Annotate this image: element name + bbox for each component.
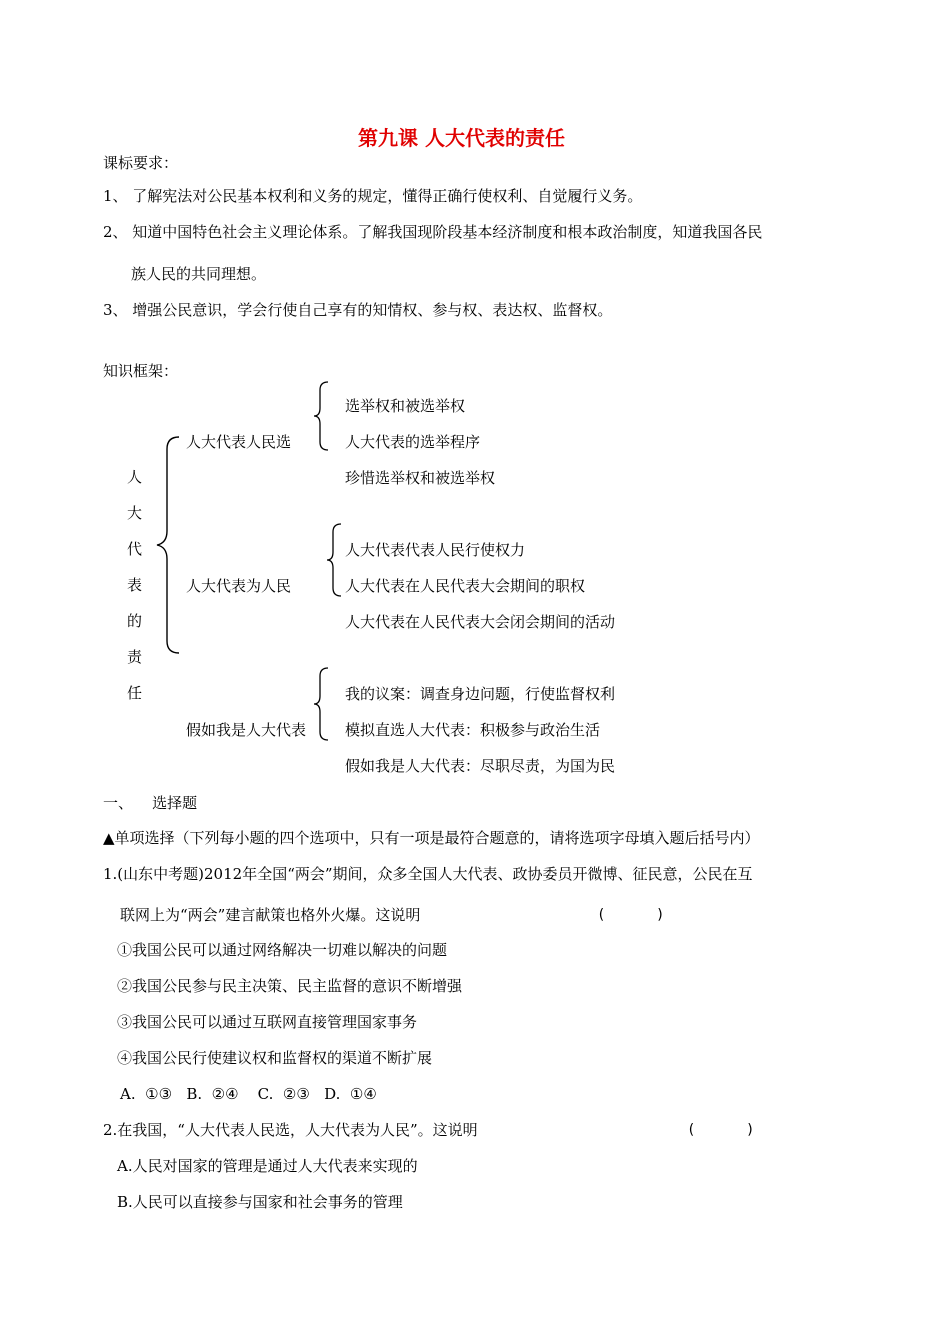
- leaf-item: 人大代表在人民代表大会期间的职权: [345, 577, 586, 595]
- leaf-item: 人大代表在人民代表大会闭会期间的活动: [345, 613, 616, 631]
- statement-item: ④我国公民行使建议权和监督权的渠道不断扩展: [117, 1049, 433, 1067]
- standard-item-3: 3、 增强公民意识，学会行使自己享有的知情权、参与权、表达权、监督权。: [103, 301, 613, 319]
- page-title: 第九课 人大代表的责任: [358, 126, 565, 150]
- leaf-item: 我的议案：调查身边问题，行使监督权利: [345, 685, 616, 703]
- leaf-item: 珍惜选举权和被选举权: [345, 469, 496, 487]
- branch-label: 人大代表人民选: [186, 433, 292, 451]
- root-char: 任: [127, 684, 143, 702]
- section-instruction: ▲单项选择（下列每小题的四个选项中，只有一项是最符合题意的，请将选项字母填入题后括号内）: [103, 829, 760, 847]
- branch-brace: [325, 522, 345, 598]
- branch-label: 人大代表为人民: [186, 577, 292, 595]
- leaf-item: 选举权和被选举权: [345, 397, 466, 415]
- standard-item-2: 2、 知道中国特色社会主义理论体系。了解我国现阶段基本经济制度和根本政治制度，知道我国各民: [103, 223, 763, 241]
- answer-bracket: ( ): [597, 907, 665, 923]
- main-brace: [155, 435, 185, 655]
- statement-item: ②我国公民参与民主决策、民主监督的意识不断增强: [117, 977, 463, 995]
- branch-label: 假如我是人大代表: [186, 721, 307, 739]
- branch-brace: [312, 380, 332, 452]
- answer-bracket: ( ): [687, 1122, 755, 1138]
- option-item: B.人民可以直接参与国家和社会事务的管理: [117, 1193, 403, 1211]
- leaf-item: 人大代表代表人民行使权力: [345, 541, 526, 559]
- standard-item-2-cont: 族人民的共同理想。: [131, 265, 267, 283]
- standards-heading: 课标要求：: [103, 154, 179, 172]
- root-char: 人: [127, 468, 143, 486]
- root-char: 责: [127, 648, 143, 666]
- question-1-options: A. ①③ B. ②④ C. ②③ D. ①④: [120, 1085, 377, 1103]
- question-1-line1: 1.(山东中考题)2012年全国“两会”期间，众多全国人大代表、政协委员开微博、征民意，公民在互: [103, 865, 753, 883]
- root-char: 表: [127, 576, 143, 594]
- standard-item-1: 1、 了解宪法对公民基本权利和义务的规定，懂得正确行使权利、自觉履行义务。: [103, 187, 643, 205]
- leaf-item: 模拟直选人大代表：积极参与政治生活: [345, 721, 601, 739]
- section-heading: 一、 选择题: [103, 794, 198, 812]
- option-item: A.人民对国家的管理是通过人大代表来实现的: [117, 1157, 418, 1175]
- root-char: 的: [127, 612, 143, 630]
- statement-item: ③我国公民可以通过互联网直接管理国家事务: [117, 1013, 418, 1031]
- question-2-line1: 2.在我国，“人大代表人民选，人大代表为人民”。这说明: [103, 1121, 478, 1139]
- framework-heading: 知识框架：: [103, 362, 179, 380]
- leaf-item: 人大代表的选举程序: [345, 433, 481, 451]
- leaf-item: 假如我是人大代表：尽职尽责，为国为民: [345, 757, 616, 775]
- branch-brace: [312, 666, 332, 742]
- question-1-line2: 联网上为“两会”建言献策也格外火爆。这说明: [120, 906, 421, 924]
- root-char: 大: [127, 504, 143, 522]
- statement-item: ①我国公民可以通过网络解决一切难以解决的问题: [117, 941, 448, 959]
- root-char: 代: [127, 540, 143, 558]
